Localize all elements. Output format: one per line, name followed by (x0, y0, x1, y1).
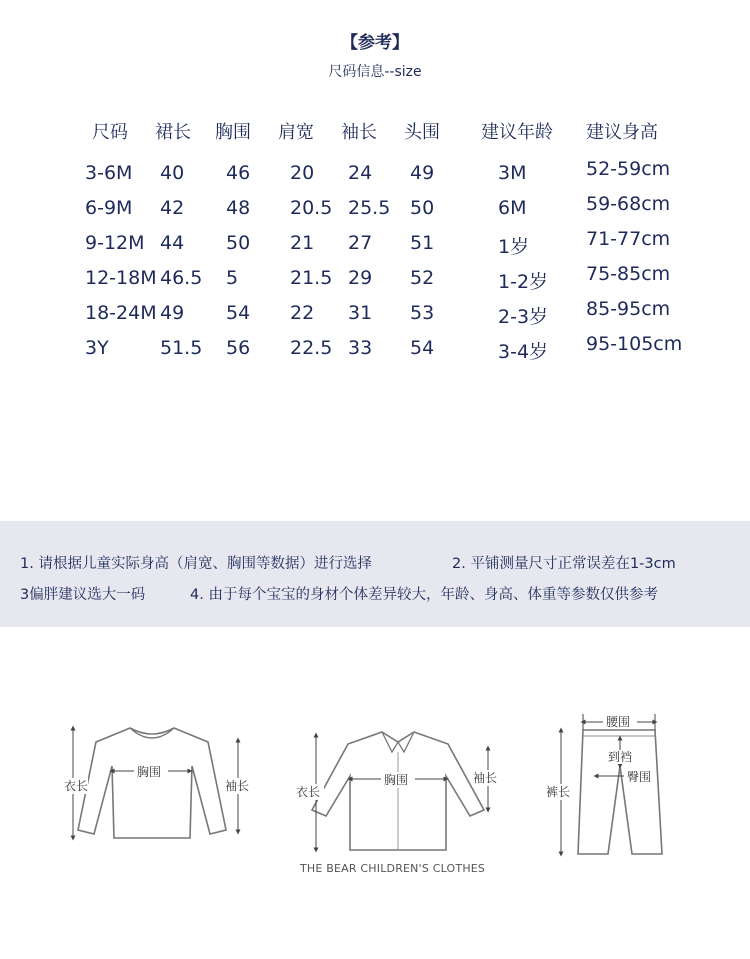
tshirt-sleeve-label: 袖长 (225, 779, 250, 793)
size-info-subtitle: 尺码信息--size (328, 64, 422, 80)
cell: 20.5 (290, 197, 333, 219)
cell: 49 (160, 302, 185, 324)
shirt-sleeve-label: 袖长 (473, 771, 498, 785)
cell: 50 (226, 232, 251, 254)
pants-diagram (546, 714, 662, 854)
cell: 1岁 (498, 236, 530, 258)
cell: 53 (410, 302, 435, 324)
cell: 3-4岁 (498, 341, 549, 363)
header-skirt-length: 裙长 (155, 122, 191, 143)
cell: 22 (290, 302, 315, 324)
cell: 27 (348, 232, 373, 254)
shirt-chest-label: 胸围 (384, 773, 409, 787)
cell: 44 (160, 232, 185, 254)
pants-waist-label: 腰围 (606, 715, 631, 729)
cell: 18-24M (85, 302, 157, 324)
note-2: 2. 平铺测量尺寸正常误差在1-3cm (452, 556, 676, 572)
cell: 40 (160, 162, 185, 184)
cell: 59-68cm (586, 193, 671, 215)
pants-hip-label: 臀围 (627, 770, 652, 784)
cell: 54 (226, 302, 251, 324)
pants-length-label: 裤长 (546, 785, 571, 799)
pants-rise-label: 到裆 (608, 750, 633, 764)
header-head: 头围 (404, 122, 440, 143)
cell: 6M (498, 197, 527, 219)
cell: 29 (348, 267, 373, 289)
header-suggested-age: 建议年龄 (481, 122, 553, 143)
notes-band (0, 521, 750, 627)
tshirt-outline (78, 728, 226, 838)
header-chest: 胸围 (215, 122, 251, 143)
reference-title: 【参考】 (341, 33, 409, 53)
cell: 3M (498, 162, 527, 184)
shirt-length-label: 衣长 (296, 785, 321, 799)
cell: 22.5 (290, 337, 333, 359)
cell: 21 (290, 232, 315, 254)
brand-caption: THE BEAR CHILDREN'S CLOTHES (300, 862, 486, 875)
cell: 75-85cm (586, 263, 671, 285)
cell: 52 (410, 267, 435, 289)
cell: 12-18M (85, 267, 157, 289)
cell: 46 (226, 162, 251, 184)
note-3: 3偏胖建议选大一码 (20, 587, 146, 603)
cell: 46.5 (160, 267, 203, 289)
cell: 20 (290, 162, 315, 184)
cell: 85-95cm (586, 298, 671, 320)
note-1: 1. 请根据儿童实际身高（肩宽、胸围等数据）进行选择 (20, 556, 372, 572)
cell: 51.5 (160, 337, 203, 359)
header-shoulder: 肩宽 (278, 122, 314, 143)
cell: 52-59cm (586, 158, 671, 180)
tshirt-diagram (62, 728, 252, 838)
tshirt-chest-label: 胸围 (137, 765, 162, 779)
cell: 49 (410, 162, 435, 184)
cell: 1-2岁 (498, 271, 549, 293)
cell: 51 (410, 232, 435, 254)
cell: 5 (226, 267, 239, 289)
cell: 9-12M (85, 232, 145, 254)
cell: 24 (348, 162, 373, 184)
cell: 2-3岁 (498, 306, 549, 328)
cell: 54 (410, 337, 435, 359)
measurement-diagrams (0, 690, 750, 890)
cell: 33 (348, 337, 373, 359)
cell: 50 (410, 197, 435, 219)
header-sleeve: 袖长 (341, 122, 377, 143)
cell: 25.5 (348, 197, 391, 219)
cell: 21.5 (290, 267, 333, 289)
cell: 95-105cm (586, 333, 683, 355)
cell: 42 (160, 197, 185, 219)
cell: 31 (348, 302, 373, 324)
cell: 56 (226, 337, 251, 359)
note-4: 4. 由于每个宝宝的身材个体差异较大，年龄、身高、体重等参数仅供参考 (190, 587, 658, 603)
cell: 71-77cm (586, 228, 671, 250)
cell: 3-6M (85, 162, 133, 184)
cell: 6-9M (85, 197, 133, 219)
tshirt-length-label: 衣长 (64, 779, 89, 793)
size-table (0, 0, 750, 380)
header-size: 尺码 (92, 122, 128, 143)
cell: 48 (226, 197, 251, 219)
cell: 3Y (85, 337, 109, 359)
header-suggested-height: 建议身高 (586, 122, 658, 143)
shirt-diagram (294, 732, 502, 850)
